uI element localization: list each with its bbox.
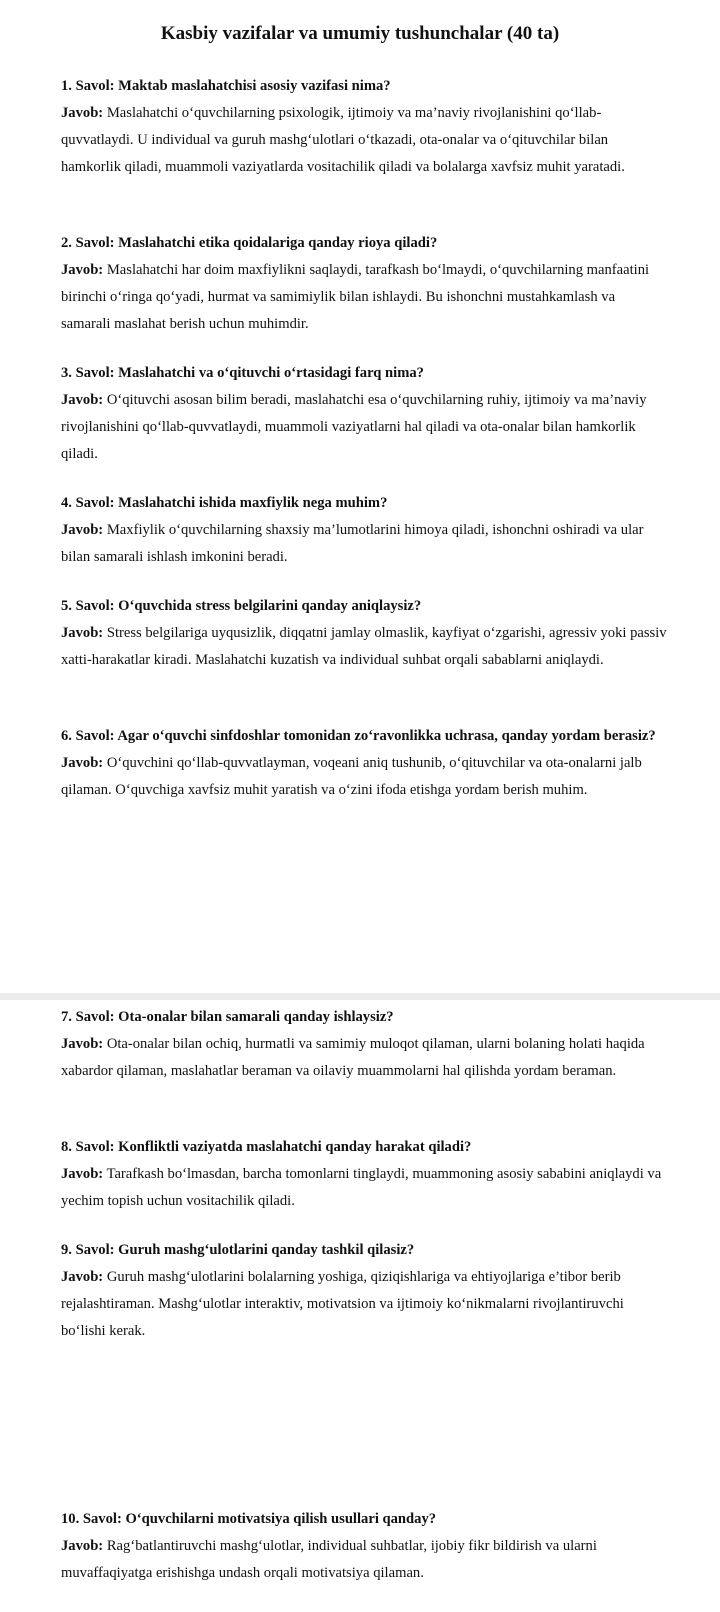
answer-text-7: Ota-onalar bilan ochiq, hurmatli va samimiy muloqot qilaman, ularni bolaning holati haqida xabardor qilaman, maslahatlar beraman va oilaviy muammolarni hal qilishda yordam beraman. [61, 1036, 645, 1079]
answer-9 [61, 1264, 667, 1345]
question-3: 3. Savol: Maslahatchi va o‘qituvchi o‘rtasidagi farq nima? [61, 365, 424, 381]
qa-item-6 [61, 723, 667, 804]
question-7: 7. Savol: Ota-onalar bilan samarali qanday ishlaysiz? [61, 1009, 394, 1025]
question-6: 6. Savol: Agar o‘quvchi sinfdoshlar tomonidan zo‘ravonlikka uchrasa, qanday yordam berasiz? [61, 728, 656, 744]
answer-6 [61, 750, 667, 804]
answer-text-9: Guruh mashg‘ulotlarini bolalarning yoshiga, qiziqishlariga va ehtiyojlariga e’tibor berib rejalashtiraman. Mashg‘ulotlar interaktiv, motivatsion va ijtimoiy ko‘nikmalarni rivojlantiruvchi bo‘lishi kerak. [61, 1269, 624, 1339]
qa-item-7 [61, 1004, 667, 1085]
answer-label: Javob: [61, 755, 104, 771]
answer-text-4: Maxfiylik o‘quvchilarning shaxsiy ma’lumotlarini himoya qiladi, ishonchni oshiradi va ular bilan samarali ishlash imkonini beradi. [61, 522, 644, 565]
answer-10 [61, 1533, 667, 1587]
answer-1 [61, 100, 667, 181]
answer-label: Javob: [61, 1269, 104, 1285]
qa-item-8 [61, 1134, 667, 1215]
question-9: 9. Savol: Guruh mashg‘ulotlarini qanday tashkil qilasiz? [61, 1242, 415, 1258]
answer-text-2: Maslahatchi har doim maxfiylikni saqlaydi, tarafkash bo‘lmaydi, o‘quvchilarning manfaatini birinchi o‘ringa qo‘yadi, hurmat va samimiylik bilan ishlaydi. Bu ishonchni mustahkamlash va samarali maslahat berish uchun muhimdir. [61, 262, 650, 332]
answer-text-8: Tarafkash bo‘lmasdan, barcha tomonlarni tinglaydi, muammoning asosiy sababini aniqlaydi va yechim topish uchun vositachilik qiladi. [61, 1166, 662, 1209]
answer-text-1: Maslahatchi o‘quvchilarning psixologik, ijtimoiy va ma’naviy rivojlanishini qo‘llab-quvvatlaydi. U individual va guruh mashg‘ulotlari o‘tkazadi, ota-onalar va o‘qituvchilar bilan hamkorlik qiladi, muammoli vaziyatlarda vositachilik qiladi va bolalarga xavfsiz muhit yaratadi. [61, 105, 625, 175]
answer-label: Javob: [61, 392, 104, 408]
answer-label: Javob: [61, 522, 104, 538]
question-10: 10. Savol: O‘quvchilarni motivatsiya qilish usullari qanday? [61, 1511, 437, 1527]
answer-8 [61, 1161, 667, 1215]
answer-5 [61, 620, 667, 674]
answer-label: Javob: [61, 262, 104, 278]
question-8: 8. Savol: Konfliktli vaziyatda maslahatchi qanday harakat qiladi? [61, 1139, 472, 1155]
answer-7 [61, 1031, 667, 1085]
question-5: 5. Savol: O‘quvchida stress belgilarini qanday aniqlaysiz? [61, 598, 422, 614]
qa-item-4 [61, 490, 667, 571]
answer-label: Javob: [61, 1166, 104, 1182]
answer-2 [61, 257, 667, 338]
answer-label: Javob: [61, 1538, 104, 1554]
answer-label: Javob: [61, 1036, 104, 1052]
answer-text-5: Stress belgilariga uyqusizlik, diqqatni jamlay olmaslik, kayfiyat o‘zgarishi, agressiv yoki passiv xatti-harakatlar kiradi. Maslahatchi kuzatish va individual suhbat orqali sabablarni aniqlaydi. [61, 625, 667, 668]
qa-item-10 [61, 1506, 667, 1587]
qa-item-1 [61, 73, 667, 181]
answer-text-3: O‘qituvchi asosan bilim beradi, maslahatchi esa o‘quvchilarning ruhiy, ijtimoiy va ma’naviy rivojlanishini qo‘llab-quvvatlaydi, muammoli vaziyatlarni hal qiladi va ota-onalar bilan hamkorlik qiladi. [61, 392, 647, 462]
page-separator [0, 993, 720, 1000]
qa-item-3 [61, 360, 667, 468]
qa-item-9 [61, 1237, 667, 1345]
answer-text-6: O‘quvchini qo‘llab-quvvatlayman, voqeani aniq tushunib, o‘qituvchilar va ota-onalarni jalb qilaman. O‘quvchiga xavfsiz muhit yaratish va o‘zini ifoda etishga yordam berish muhim. [61, 755, 642, 798]
qa-item-5 [61, 593, 667, 674]
question-1: 1. Savol: Maktab maslahatchisi asosiy vazifasi nima? [61, 78, 391, 94]
document-title: Kasbiy vazifalar va umumiy tushunchalar (40 ta) [160, 23, 560, 44]
question-4: 4. Savol: Maslahatchi ishida maxfiylik nega muhim? [61, 495, 388, 511]
answer-text-10: Rag‘batlantiruvchi mashg‘ulotlar, individual suhbatlar, ijobiy fikr bildirish va ularni muvaffaqiyatga erishishga undash orqali motivatsiya qilaman. [61, 1538, 597, 1581]
answer-label: Javob: [61, 105, 104, 121]
qa-item-2 [61, 230, 667, 338]
answer-4 [61, 517, 667, 571]
answer-label: Javob: [61, 625, 104, 641]
answer-3 [61, 387, 667, 468]
question-2: 2. Savol: Maslahatchi etika qoidalariga qanday rioya qiladi? [61, 235, 438, 251]
